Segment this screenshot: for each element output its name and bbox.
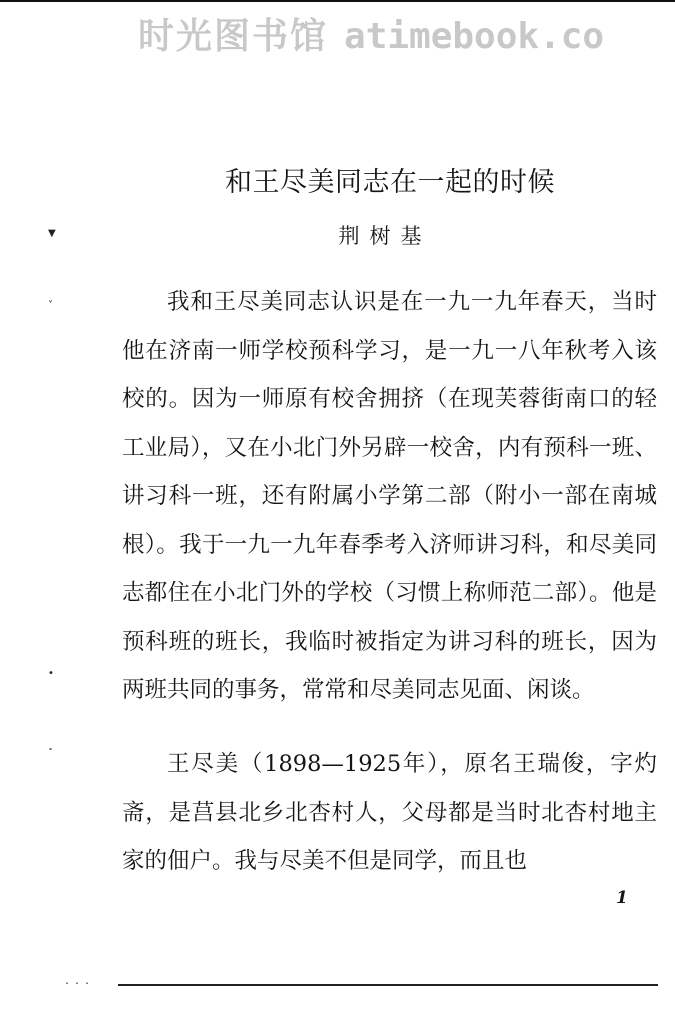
margin-mark: ˟ bbox=[48, 748, 53, 759]
bottom-dots: ... bbox=[64, 976, 95, 987]
article-author: 荆树基 bbox=[338, 224, 432, 248]
top-border bbox=[0, 0, 675, 2]
paragraph-2: 王尽美（1898—1925年），原名王瑞俊，字灼斋，是莒县北乡北杏村人，父母都是当时北杏村地主家的佃户。我与尽美不但是同学，而且也 bbox=[122, 751, 657, 874]
margin-mark: ▼ bbox=[48, 228, 56, 239]
margin-mark: ˅ bbox=[48, 300, 53, 311]
bottom-rule bbox=[118, 984, 658, 986]
margin-mark: • bbox=[48, 668, 54, 679]
watermark-cn: 时光图书馆 bbox=[138, 16, 329, 57]
page-number: 1 bbox=[616, 888, 628, 908]
paragraph-1: 我和王尽美同志认识是在一九一九年春天，当时他在济南一师学校预科学习，是一九一八年秋考入该校的。因为一师原有校舍拥挤（在现芙蓉街南口的轻工业局），又在小北门外另辟一校舍，内有预科一班、讲习科一班，还有附属小学第二部（附小一部在南城根）。我于一九一九年春季考入济师讲习科，和尽美同志都住在小北门外的学校（习惯上称师范二部）。他是预科班的班长，我临时被指定为讲习科的班长，因为两班共同的事务，常常和尽美同志见面、闲谈。 bbox=[122, 289, 657, 703]
watermark bbox=[138, 8, 604, 59]
article-title: 和王尽美同志在一起的时候 bbox=[225, 167, 555, 198]
watermark-en: atimebook.co bbox=[344, 16, 605, 57]
